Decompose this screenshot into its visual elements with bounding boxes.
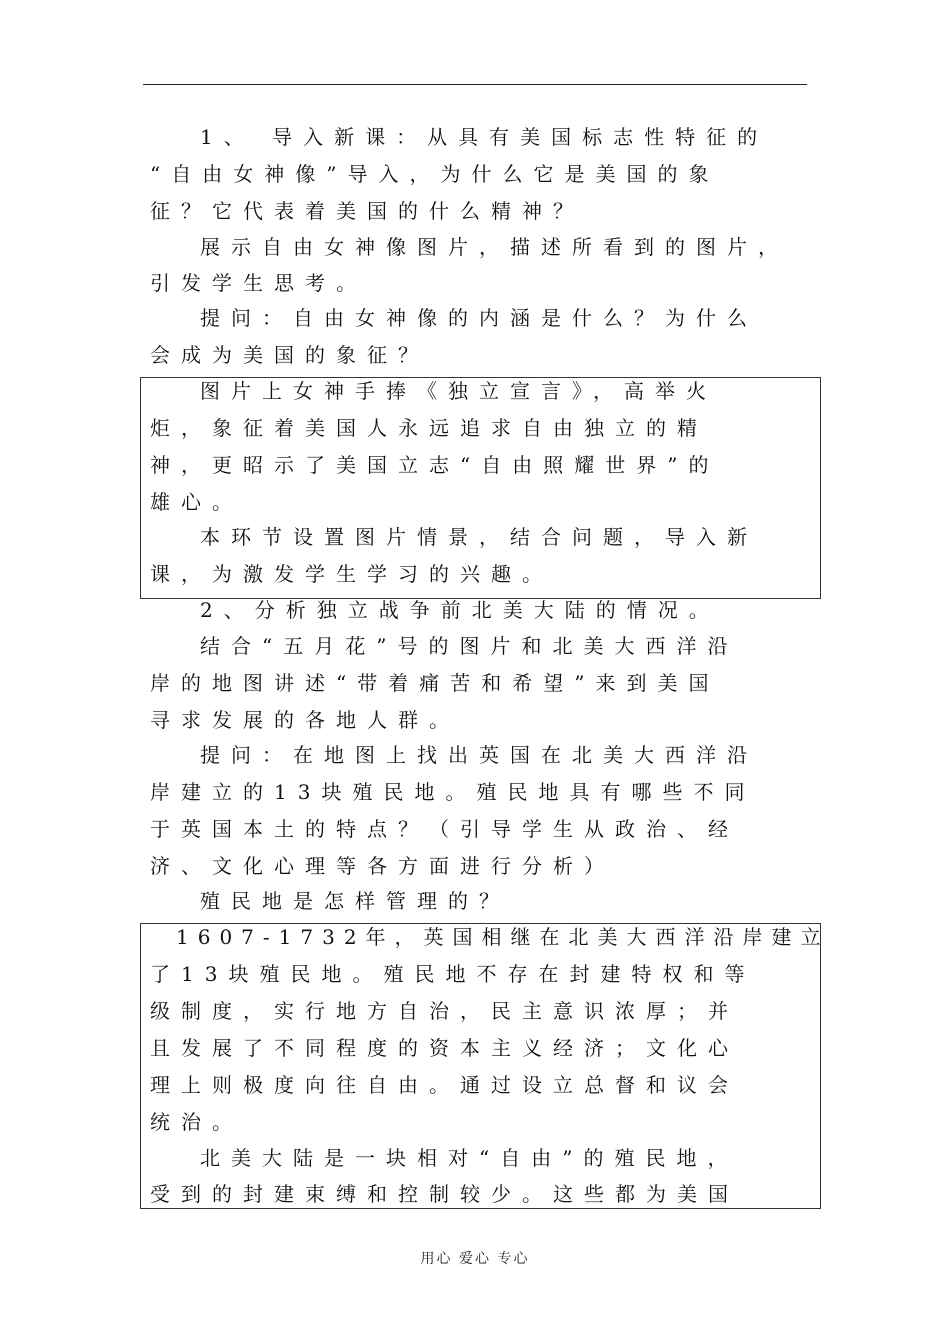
text-line-21: 济、文化心理等各方面进行分析） xyxy=(150,854,615,878)
text-line-7: 会成为美国的象征？ xyxy=(150,343,429,367)
text-line-11: 雄心。 xyxy=(150,490,243,514)
text-line-16: 岸的地图讲述“带着痛苦和希望”来到美国 xyxy=(150,671,720,695)
text-line-12: 本环节设置图片情景，结合问题，导入新 xyxy=(200,525,758,549)
text-line-19: 岸建立的13块殖民地。殖民地具有哪些不同 xyxy=(150,780,756,804)
text-line-22: 殖民地是怎样管理的？ xyxy=(200,889,510,913)
text-line-15: 结合“五月花”号的图片和北美大西洋沿 xyxy=(200,634,739,658)
text-line-24: 了13块殖民地。殖民地不存在封建特权和等 xyxy=(150,962,756,986)
text-line-30: 受到的封建束缚和控制较少。这些都为美国 xyxy=(150,1182,739,1206)
text-line-26: 且发展了不同程度的资本主义经济；文化心 xyxy=(150,1036,739,1060)
text-line-18: 提问：在地图上找出英国在北美大西洋沿 xyxy=(200,743,758,767)
text-line-8: 图片上女神手捧《独立宣言》，高举火 xyxy=(200,379,717,403)
text-line-27: 理上则极度向往自由。通过设立总督和议会 xyxy=(150,1073,739,1097)
text-line-25: 级制度，实行地方自治，民主意识浓厚；并 xyxy=(150,999,739,1023)
text-line-17: 寻求发展的各地人群。 xyxy=(150,708,460,732)
text-line-14: 2、分析独立战争前北美大陆的情况。 xyxy=(200,598,720,622)
text-line-28: 统治。 xyxy=(150,1110,243,1134)
text-line-4: 展示自由女神像图片，描述所看到的图片， xyxy=(200,235,789,259)
text-line-5: 引发学生思考。 xyxy=(150,271,367,295)
text-line-1: 1、 导入新课：从具有美国标志性特征的 xyxy=(200,125,769,149)
text-line-3: 征？它代表着美国的什么精神？ xyxy=(150,199,584,223)
text-line-13: 课，为激发学生学习的兴趣。 xyxy=(150,562,553,586)
page-footer: 用心 爱心 专心 xyxy=(420,1251,530,1267)
text-line-29: 北美大陆是一块相对“自由”的殖民地， xyxy=(200,1146,739,1170)
header-rule xyxy=(143,84,807,85)
text-line-20: 于英国本土的特点？（引导学生从政治、经 xyxy=(150,817,739,841)
text-line-10: 神，更昭示了美国立志“自由照耀世界”的 xyxy=(150,453,720,477)
text-line-9: 炬，象征着美国人永远追求自由独立的精 xyxy=(150,416,708,440)
text-line-2: “自由女神像”导入，为什么它是美国的象 xyxy=(150,162,720,186)
text-line-23: 1607-1732年，英国相继在北美大西洋沿岸建立 xyxy=(176,925,830,949)
text-line-6: 提问：自由女神像的内涵是什么？为什么 xyxy=(200,306,758,330)
